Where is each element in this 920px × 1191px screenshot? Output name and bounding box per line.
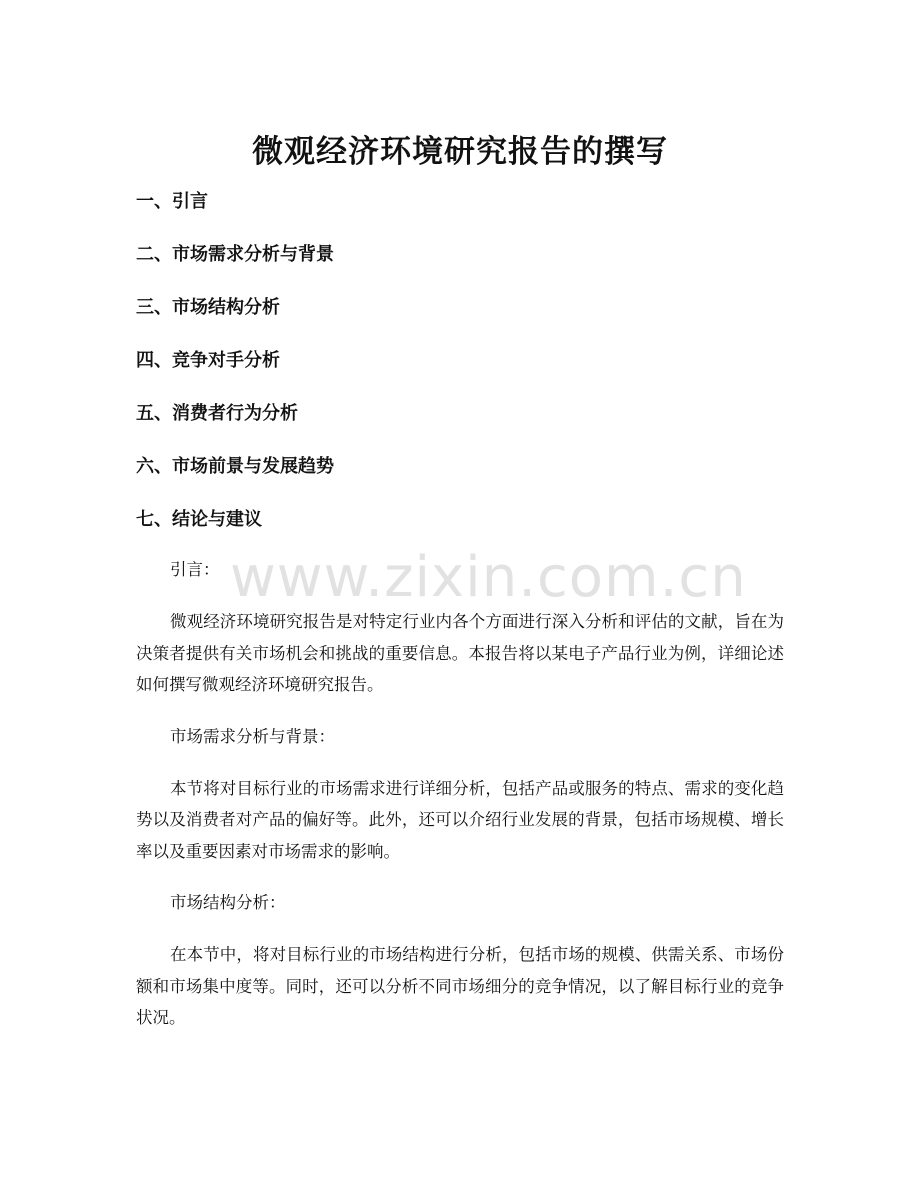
- toc-item-market-outlook: 六、市场前景与发展趋势: [136, 456, 334, 477]
- section-label-market-structure: 市场结构分析：: [170, 893, 286, 912]
- document-body: [136, 554, 784, 1054]
- watermark: www.zixin.com.cn: [230, 545, 747, 610]
- table-of-contents: [136, 186, 796, 557]
- paragraph-market-demand: 本节将对目标行业的市场需求进行详细分析，包括产品或服务的特点、需求的变化趋势以及消费者对产品的偏好等。此外，还可以介绍行业发展的背景，包括市场规模、增长率以及重要因素对市场需求的影响。: [136, 778, 784, 861]
- toc-item-market-demand: 二、市场需求分析与背景: [136, 244, 334, 265]
- toc-item-consumer-behavior: 五、消费者行为分析: [136, 403, 298, 424]
- toc-item-market-structure: 三、市场结构分析: [136, 297, 280, 318]
- document-title: 微观经济环境研究报告的撰写: [252, 133, 668, 170]
- toc-item-competitor-analysis: 四、竞争对手分析: [136, 350, 280, 371]
- toc-item-introduction: 一、引言: [136, 191, 208, 212]
- section-label-introduction: 引言：: [170, 560, 220, 579]
- paragraph-market-structure: 在本节中，将对目标行业的市场结构进行分析，包括市场的规模、供需关系、市场份额和市场集中度等。同时，还可以分析不同市场细分的竞争情况，以了解目标行业的竞争状况。: [136, 945, 784, 1027]
- toc-item-conclusion: 七、结论与建议: [136, 509, 262, 530]
- paragraph-introduction: 微观经济环境研究报告是对特定行业内各个方面进行深入分析和评估的文献，旨在为决策者提供有关市场机会和挑战的重要信息。本报告将以某电子产品行业为例，详细论述如何撰写微观经济环境研究报告。: [136, 612, 784, 694]
- section-label-market-demand: 市场需求分析与背景：: [170, 726, 335, 746]
